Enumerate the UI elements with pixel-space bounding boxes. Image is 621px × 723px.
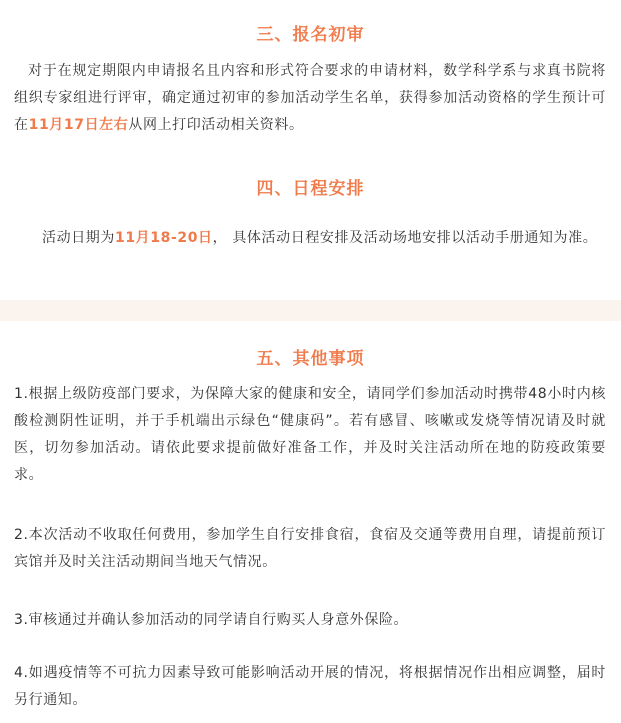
review-text-after: 从网上打印活动相关资料。 [128,117,304,133]
section-title-schedule: 四、日程安排 [256,179,365,199]
schedule-text-after: ， 具体活动日程安排及活动场地安排以活动手册通知为准。 [212,230,598,246]
other-item-2: 2.本次活动不收取任何费用，参加学生自行安排食宿，食宿及交通等费用自理，请提前预订宾馆并及时关注活动期间当地天气情况。 [14,527,606,570]
section-divider-band [0,300,621,321]
other-item-1: 1.根据上级防疫部门要求，为保障大家的健康和安全，请同学们参加活动时携带48小时内核酸检测阴性证明，并于手机端出示绿色“健康码”。若有感冒、咳嗽或发烧等情况请及时就医，切勿参加活动。请依此要求提前做好准备工作，并及时关注活动所在地的防疫政策要求。 [14,386,606,483]
other-item-3: 3.审核通过并确认参加活动的同学请自行购买人身意外保险。 [14,612,409,628]
schedule-date-highlight: 11月18-20日 [115,230,213,246]
notice-card-top [0,0,621,300]
review-date-highlight: 11月17日左右 [28,117,129,133]
review-paragraph [14,58,606,139]
review-text-before: 对于在规定期限内申请报名且内容和形式符合要求的申请材料，数学科学系与求真书院将组织专家组进行评审，确定通过初审的参加活动学生名单，获得参加活动资格的学生预计可在 [14,63,606,133]
section-title-other: 五、其他事项 [256,349,365,369]
schedule-paragraph [14,225,606,252]
other-item-4: 4.如遇疫情等不可抗力因素导致可能影响活动开展的情况，将根据情况作出相应调整，届时另行通知。 [14,665,606,708]
schedule-text-before: 活动日期为 [42,230,115,246]
section-title-review: 三、报名初审 [256,25,365,45]
